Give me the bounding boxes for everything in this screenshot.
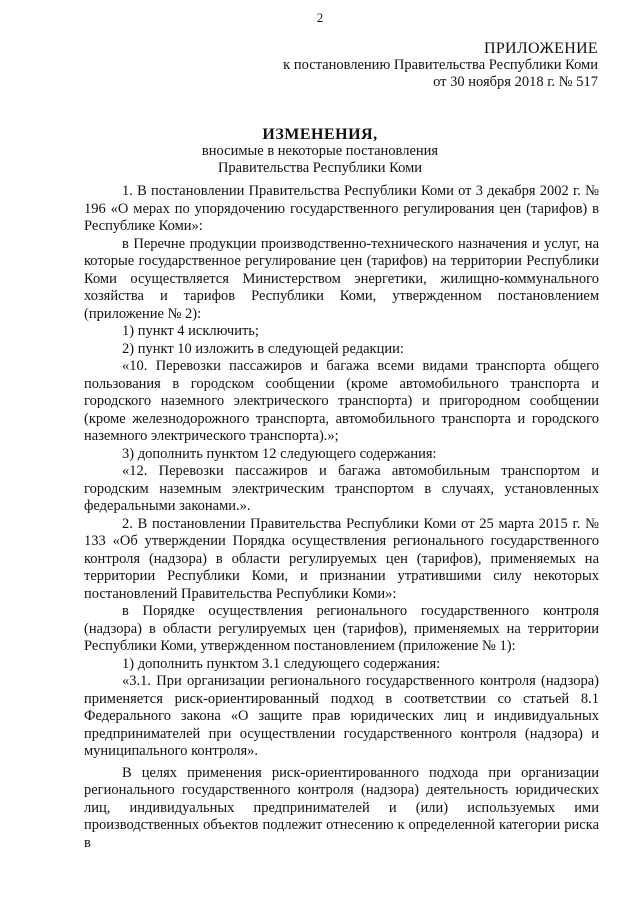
paragraph: «10. Перевозки пассажиров и багажа всеми видами транспорта общего пользования в городском сообщении (кроме автомобильного транспорта и городского наземного электрического транспорта) и пригородном сообщении (кроме железнодорожного транспорта, автомобильного транспорта и городского наземного электрического транспорта).»;: [84, 358, 599, 444]
paragraph: В целях применения риск-ориентированного подхода при организации регионального государственного контроля (надзора) деятельность юридических лиц, индивидуальных предпринимателей и (или) используемых ими производственных объектов подлежит отнесению к определенной категории риска в: [84, 764, 599, 851]
page-number: 2: [316, 10, 324, 25]
heading-title: ИЗМЕНЕНИЯ,: [262, 126, 378, 143]
paragraph: «12. Перевозки пассажиров и багажа автомобильным транспортом и городским наземным электрическим транспортом в случаях, установленных федеральными законами.».: [84, 463, 599, 514]
heading-subtitle-1: вносимые в некоторые постановления: [201, 143, 439, 159]
paragraph: в Перечне продукции производственно-технического назначения и услуг, на которые государственное регулирование цен (тарифов) на территории Республики Коми осуществляется Министерством энергетики, жилищно-коммунального хозяйства и тарифов Республики Коми, утвержденном постановлением (приложение № 2):: [84, 235, 599, 322]
document-heading: [0, 126, 640, 177]
appendix-line-2: от 30 ноября 2018 г. № 517: [433, 74, 598, 90]
paragraph: 1) дополнить пунктом 3.1 следующего содержания:: [122, 655, 441, 672]
paragraph: 1. В постановлении Правительства Республики Коми от 3 декабря 2002 г. № 196 «О мерах по упорядочению государственного регулирования цен (тарифов) в Республике Коми»:: [84, 183, 599, 234]
appendix-header: [283, 40, 598, 91]
appendix-title: ПРИЛОЖЕНИЕ: [483, 40, 598, 57]
paragraph: «3.1. При организации регионального государственного контроля (надзора) применяется риск-ориентированный подход в соответствии со статьей 8.1 Федерального закона «О защите прав юридических лиц и индивидуальных предпринимателей при осуществлении государственного контроля (надзора) и муниципального контроля».: [84, 673, 599, 759]
paragraph: 2. В постановлении Правительства Республики Коми от 25 марта 2015 г. № 133 «Об утверждении Порядка осуществления регионального государственного контроля (надзора) в области регулируемых цен (тарифов), применяемых на территории Республики Коми, и признании утратившими силу некоторых постановлений Правительства Республики Коми»:: [84, 515, 599, 602]
appendix-line-1: к постановлению Правительства Республики Коми: [283, 57, 598, 73]
document-body: [84, 183, 599, 852]
paragraph: в Порядке осуществления регионального государственного контроля (надзора) в области регулируемых цен (тарифов), применяемых на территории Республики Коми, утвержденном постановлением (приложение № 1):: [84, 603, 599, 654]
heading-subtitle-2: Правительства Республики Коми: [217, 160, 423, 176]
paragraph: 1) пункт 4 исключить;: [122, 323, 259, 339]
paragraph: 2) пункт 10 изложить в следующей редакции:: [122, 340, 404, 357]
paragraph: 3) дополнить пунктом 12 следующего содержания:: [122, 445, 437, 462]
